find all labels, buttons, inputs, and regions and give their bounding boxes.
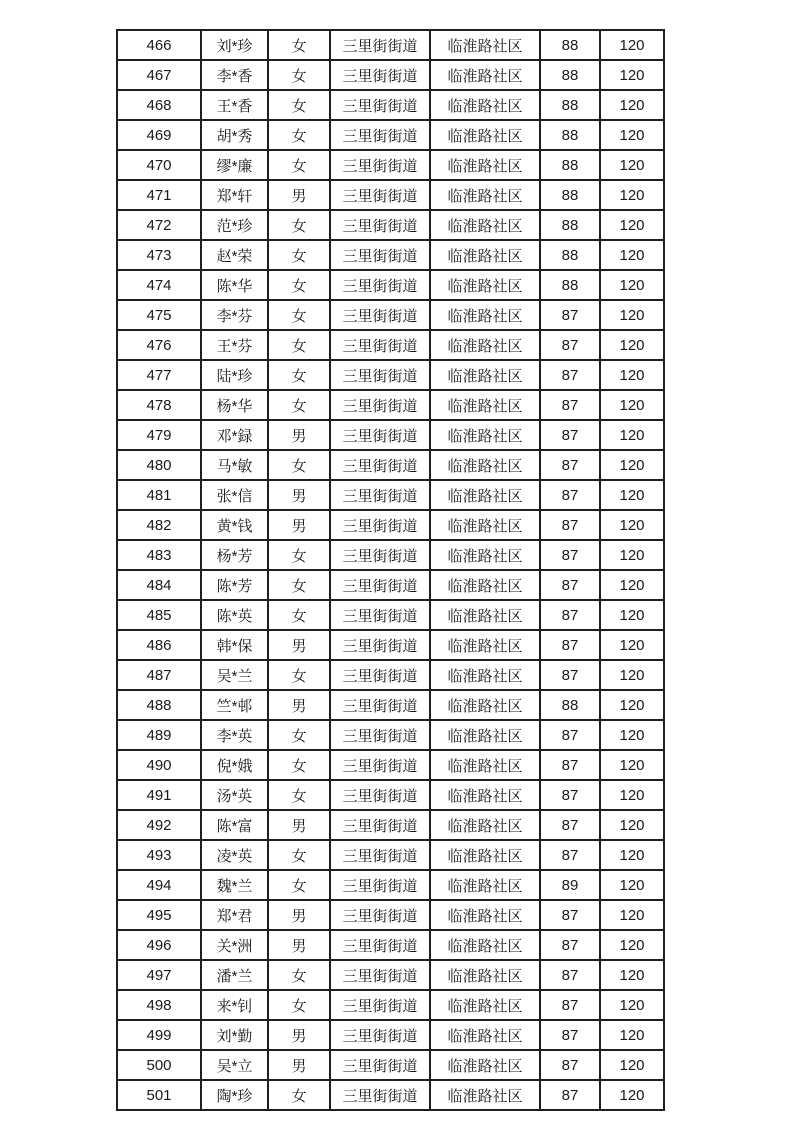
cell-name: 邓*録 <box>201 420 268 450</box>
cell-name: 关*洲 <box>201 930 268 960</box>
cell-name: 范*珍 <box>201 210 268 240</box>
cell-gender: 男 <box>268 420 330 450</box>
cell-gender: 女 <box>268 750 330 780</box>
cell-name: 刘*珍 <box>201 30 268 60</box>
table-row <box>117 540 664 570</box>
cell-community: 临淮路社区 <box>430 450 540 480</box>
cell-index: 489 <box>117 720 201 750</box>
table-row <box>117 1020 664 1050</box>
cell-street: 三里街街道 <box>330 240 430 270</box>
cell-hours: 120 <box>600 960 664 990</box>
cell-score: 87 <box>540 750 600 780</box>
cell-street: 三里街街道 <box>330 990 430 1020</box>
cell-name: 陈*英 <box>201 600 268 630</box>
cell-index: 477 <box>117 360 201 390</box>
cell-index: 478 <box>117 390 201 420</box>
cell-score: 87 <box>540 510 600 540</box>
cell-gender: 女 <box>268 30 330 60</box>
cell-gender: 女 <box>268 90 330 120</box>
cell-gender: 女 <box>268 660 330 690</box>
cell-street: 三里街街道 <box>330 840 430 870</box>
cell-community: 临淮路社区 <box>430 1020 540 1050</box>
cell-gender: 男 <box>268 630 330 660</box>
cell-score: 87 <box>540 390 600 420</box>
cell-gender: 女 <box>268 300 330 330</box>
cell-score: 87 <box>540 960 600 990</box>
cell-community: 临淮路社区 <box>430 870 540 900</box>
cell-hours: 120 <box>600 990 664 1020</box>
cell-community: 临淮路社区 <box>430 150 540 180</box>
table-row <box>117 600 664 630</box>
cell-score: 88 <box>540 60 600 90</box>
table-row <box>117 750 664 780</box>
cell-index: 501 <box>117 1080 201 1110</box>
cell-street: 三里街街道 <box>330 870 430 900</box>
cell-community: 临淮路社区 <box>430 690 540 720</box>
table-row <box>117 930 664 960</box>
cell-gender: 男 <box>268 690 330 720</box>
cell-index: 486 <box>117 630 201 660</box>
cell-index: 483 <box>117 540 201 570</box>
cell-community: 临淮路社区 <box>430 60 540 90</box>
cell-hours: 120 <box>600 360 664 390</box>
cell-gender: 女 <box>268 450 330 480</box>
cell-gender: 女 <box>268 540 330 570</box>
cell-score: 87 <box>540 780 600 810</box>
table-row <box>117 330 664 360</box>
cell-hours: 120 <box>600 780 664 810</box>
cell-hours: 120 <box>600 540 664 570</box>
cell-community: 临淮路社区 <box>430 840 540 870</box>
cell-score: 87 <box>540 930 600 960</box>
cell-gender: 女 <box>268 960 330 990</box>
cell-name: 李*芬 <box>201 300 268 330</box>
cell-score: 87 <box>540 660 600 690</box>
cell-index: 475 <box>117 300 201 330</box>
cell-index: 487 <box>117 660 201 690</box>
cell-hours: 120 <box>600 450 664 480</box>
cell-hours: 120 <box>600 1020 664 1050</box>
cell-street: 三里街街道 <box>330 90 430 120</box>
cell-community: 临淮路社区 <box>430 240 540 270</box>
table-row <box>117 1080 664 1110</box>
table-row <box>117 30 664 60</box>
cell-score: 87 <box>540 840 600 870</box>
cell-index: 494 <box>117 870 201 900</box>
cell-index: 468 <box>117 90 201 120</box>
cell-community: 临淮路社区 <box>430 780 540 810</box>
cell-community: 临淮路社区 <box>430 750 540 780</box>
cell-community: 临淮路社区 <box>430 1050 540 1080</box>
cell-community: 临淮路社区 <box>430 480 540 510</box>
cell-score: 88 <box>540 690 600 720</box>
cell-hours: 120 <box>600 570 664 600</box>
cell-gender: 女 <box>268 120 330 150</box>
cell-street: 三里街街道 <box>330 210 430 240</box>
cell-street: 三里街街道 <box>330 750 430 780</box>
table-row <box>117 480 664 510</box>
cell-name: 李*香 <box>201 60 268 90</box>
cell-community: 临淮路社区 <box>430 270 540 300</box>
cell-name: 张*信 <box>201 480 268 510</box>
cell-index: 471 <box>117 180 201 210</box>
cell-community: 临淮路社区 <box>430 120 540 150</box>
cell-hours: 120 <box>600 690 664 720</box>
cell-gender: 女 <box>268 210 330 240</box>
cell-community: 临淮路社区 <box>430 330 540 360</box>
cell-score: 88 <box>540 150 600 180</box>
cell-hours: 120 <box>600 30 664 60</box>
cell-score: 88 <box>540 30 600 60</box>
cell-street: 三里街街道 <box>330 660 430 690</box>
cell-hours: 120 <box>600 810 664 840</box>
cell-hours: 120 <box>600 750 664 780</box>
cell-street: 三里街街道 <box>330 480 430 510</box>
cell-name: 缪*廉 <box>201 150 268 180</box>
cell-street: 三里街街道 <box>330 960 430 990</box>
cell-community: 临淮路社区 <box>430 990 540 1020</box>
cell-index: 482 <box>117 510 201 540</box>
cell-index: 481 <box>117 480 201 510</box>
cell-name: 王*芬 <box>201 330 268 360</box>
cell-name: 李*英 <box>201 720 268 750</box>
cell-gender: 男 <box>268 1020 330 1050</box>
cell-hours: 120 <box>600 480 664 510</box>
cell-community: 临淮路社区 <box>430 600 540 630</box>
cell-community: 临淮路社区 <box>430 510 540 540</box>
cell-score: 87 <box>540 630 600 660</box>
table-row <box>117 1050 664 1080</box>
cell-hours: 120 <box>600 930 664 960</box>
table-row <box>117 630 664 660</box>
table-row <box>117 240 664 270</box>
cell-gender: 女 <box>268 1080 330 1110</box>
cell-street: 三里街街道 <box>330 570 430 600</box>
cell-community: 临淮路社区 <box>430 90 540 120</box>
cell-score: 88 <box>540 90 600 120</box>
cell-hours: 120 <box>600 510 664 540</box>
cell-index: 476 <box>117 330 201 360</box>
cell-score: 88 <box>540 120 600 150</box>
cell-score: 87 <box>540 720 600 750</box>
cell-score: 87 <box>540 1020 600 1050</box>
cell-street: 三里街街道 <box>330 600 430 630</box>
cell-gender: 女 <box>268 720 330 750</box>
cell-score: 87 <box>540 360 600 390</box>
cell-community: 临淮路社区 <box>430 570 540 600</box>
cell-community: 临淮路社区 <box>430 660 540 690</box>
cell-community: 临淮路社区 <box>430 720 540 750</box>
table-row <box>117 900 664 930</box>
cell-name: 陈*富 <box>201 810 268 840</box>
cell-street: 三里街街道 <box>330 1080 430 1110</box>
cell-index: 496 <box>117 930 201 960</box>
cell-gender: 女 <box>268 390 330 420</box>
cell-gender: 女 <box>268 360 330 390</box>
cell-hours: 120 <box>600 270 664 300</box>
cell-gender: 女 <box>268 240 330 270</box>
cell-score: 88 <box>540 210 600 240</box>
cell-gender: 女 <box>268 150 330 180</box>
cell-hours: 120 <box>600 1080 664 1110</box>
table-row <box>117 720 664 750</box>
cell-name: 竺*邨 <box>201 690 268 720</box>
cell-street: 三里街街道 <box>330 300 430 330</box>
cell-name: 来*钊 <box>201 990 268 1020</box>
cell-community: 临淮路社区 <box>430 180 540 210</box>
table-row <box>117 60 664 90</box>
cell-street: 三里街街道 <box>330 30 430 60</box>
cell-street: 三里街街道 <box>330 1050 430 1080</box>
cell-score: 88 <box>540 240 600 270</box>
cell-community: 临淮路社区 <box>430 810 540 840</box>
cell-index: 488 <box>117 690 201 720</box>
cell-hours: 120 <box>600 60 664 90</box>
cell-score: 87 <box>540 450 600 480</box>
cell-community: 临淮路社区 <box>430 420 540 450</box>
cell-hours: 120 <box>600 330 664 360</box>
cell-index: 472 <box>117 210 201 240</box>
cell-gender: 女 <box>268 570 330 600</box>
roster-table <box>116 29 665 1111</box>
cell-index: 470 <box>117 150 201 180</box>
cell-index: 474 <box>117 270 201 300</box>
cell-gender: 男 <box>268 810 330 840</box>
cell-gender: 女 <box>268 600 330 630</box>
cell-index: 492 <box>117 810 201 840</box>
cell-index: 480 <box>117 450 201 480</box>
cell-street: 三里街街道 <box>330 540 430 570</box>
cell-hours: 120 <box>600 900 664 930</box>
cell-community: 临淮路社区 <box>430 300 540 330</box>
cell-gender: 女 <box>268 840 330 870</box>
cell-name: 郑*君 <box>201 900 268 930</box>
cell-name: 汤*英 <box>201 780 268 810</box>
cell-gender: 女 <box>268 330 330 360</box>
cell-score: 88 <box>540 180 600 210</box>
cell-hours: 120 <box>600 870 664 900</box>
table-row <box>117 270 664 300</box>
cell-hours: 120 <box>600 150 664 180</box>
cell-hours: 120 <box>600 390 664 420</box>
cell-score: 87 <box>540 990 600 1020</box>
cell-street: 三里街街道 <box>330 900 430 930</box>
table-row <box>117 210 664 240</box>
cell-street: 三里街街道 <box>330 360 430 390</box>
cell-score: 87 <box>540 570 600 600</box>
cell-street: 三里街街道 <box>330 330 430 360</box>
cell-gender: 男 <box>268 930 330 960</box>
cell-index: 491 <box>117 780 201 810</box>
cell-name: 陆*珍 <box>201 360 268 390</box>
cell-hours: 120 <box>600 1050 664 1080</box>
cell-community: 临淮路社区 <box>430 630 540 660</box>
table-row <box>117 780 664 810</box>
table-row <box>117 120 664 150</box>
table-row <box>117 990 664 1020</box>
cell-street: 三里街街道 <box>330 420 430 450</box>
table-row <box>117 510 664 540</box>
cell-community: 临淮路社区 <box>430 900 540 930</box>
cell-gender: 男 <box>268 510 330 540</box>
cell-community: 临淮路社区 <box>430 210 540 240</box>
cell-street: 三里街街道 <box>330 630 430 660</box>
cell-score: 87 <box>540 420 600 450</box>
cell-name: 杨*华 <box>201 390 268 420</box>
cell-hours: 120 <box>600 90 664 120</box>
table-row <box>117 360 664 390</box>
cell-index: 485 <box>117 600 201 630</box>
cell-score: 87 <box>540 480 600 510</box>
cell-street: 三里街街道 <box>330 120 430 150</box>
cell-index: 493 <box>117 840 201 870</box>
cell-street: 三里街街道 <box>330 180 430 210</box>
cell-score: 88 <box>540 270 600 300</box>
table-row <box>117 690 664 720</box>
cell-community: 临淮路社区 <box>430 390 540 420</box>
cell-gender: 男 <box>268 900 330 930</box>
table-row <box>117 150 664 180</box>
cell-street: 三里街街道 <box>330 450 430 480</box>
cell-gender: 男 <box>268 480 330 510</box>
cell-community: 临淮路社区 <box>430 960 540 990</box>
cell-score: 87 <box>540 900 600 930</box>
cell-name: 郑*轩 <box>201 180 268 210</box>
cell-hours: 120 <box>600 240 664 270</box>
cell-name: 马*敏 <box>201 450 268 480</box>
cell-hours: 120 <box>600 720 664 750</box>
cell-name: 胡*秀 <box>201 120 268 150</box>
cell-street: 三里街街道 <box>330 60 430 90</box>
table-row <box>117 90 664 120</box>
cell-hours: 120 <box>600 840 664 870</box>
cell-community: 临淮路社区 <box>430 930 540 960</box>
cell-index: 498 <box>117 990 201 1020</box>
cell-name: 倪*娥 <box>201 750 268 780</box>
cell-name: 吴*兰 <box>201 660 268 690</box>
cell-index: 484 <box>117 570 201 600</box>
cell-score: 87 <box>540 540 600 570</box>
cell-name: 陈*华 <box>201 270 268 300</box>
cell-index: 473 <box>117 240 201 270</box>
cell-name: 凌*英 <box>201 840 268 870</box>
cell-score: 87 <box>540 1050 600 1080</box>
table-row <box>117 420 664 450</box>
cell-index: 490 <box>117 750 201 780</box>
cell-name: 韩*保 <box>201 630 268 660</box>
table-row <box>117 450 664 480</box>
cell-name: 黄*钱 <box>201 510 268 540</box>
cell-hours: 120 <box>600 600 664 630</box>
cell-score: 87 <box>540 810 600 840</box>
cell-index: 479 <box>117 420 201 450</box>
cell-score: 87 <box>540 1080 600 1110</box>
cell-name: 杨*芳 <box>201 540 268 570</box>
cell-community: 临淮路社区 <box>430 360 540 390</box>
cell-index: 500 <box>117 1050 201 1080</box>
cell-hours: 120 <box>600 300 664 330</box>
cell-index: 469 <box>117 120 201 150</box>
cell-name: 刘*勤 <box>201 1020 268 1050</box>
cell-name: 陶*珍 <box>201 1080 268 1110</box>
cell-street: 三里街街道 <box>330 510 430 540</box>
cell-street: 三里街街道 <box>330 720 430 750</box>
cell-name: 赵*荣 <box>201 240 268 270</box>
table-row <box>117 840 664 870</box>
cell-street: 三里街街道 <box>330 780 430 810</box>
cell-score: 87 <box>540 330 600 360</box>
cell-hours: 120 <box>600 660 664 690</box>
cell-street: 三里街街道 <box>330 1020 430 1050</box>
cell-community: 临淮路社区 <box>430 540 540 570</box>
cell-name: 王*香 <box>201 90 268 120</box>
cell-street: 三里街街道 <box>330 810 430 840</box>
cell-index: 497 <box>117 960 201 990</box>
cell-hours: 120 <box>600 180 664 210</box>
cell-score: 87 <box>540 300 600 330</box>
table-row <box>117 960 664 990</box>
table-row <box>117 180 664 210</box>
cell-street: 三里街街道 <box>330 270 430 300</box>
cell-name: 潘*兰 <box>201 960 268 990</box>
table-row <box>117 570 664 600</box>
cell-name: 吴*立 <box>201 1050 268 1080</box>
table-row <box>117 660 664 690</box>
cell-street: 三里街街道 <box>330 930 430 960</box>
cell-hours: 120 <box>600 630 664 660</box>
cell-gender: 男 <box>268 180 330 210</box>
cell-gender: 女 <box>268 60 330 90</box>
cell-index: 467 <box>117 60 201 90</box>
cell-community: 临淮路社区 <box>430 30 540 60</box>
roster-table-body <box>117 30 664 1110</box>
cell-score: 89 <box>540 870 600 900</box>
cell-score: 87 <box>540 600 600 630</box>
cell-street: 三里街街道 <box>330 690 430 720</box>
cell-index: 499 <box>117 1020 201 1050</box>
table-row <box>117 390 664 420</box>
cell-hours: 120 <box>600 120 664 150</box>
cell-street: 三里街街道 <box>330 150 430 180</box>
table-row <box>117 870 664 900</box>
cell-street: 三里街街道 <box>330 390 430 420</box>
table-row <box>117 300 664 330</box>
cell-gender: 女 <box>268 780 330 810</box>
cell-gender: 男 <box>268 1050 330 1080</box>
cell-index: 466 <box>117 30 201 60</box>
cell-hours: 120 <box>600 210 664 240</box>
cell-gender: 女 <box>268 270 330 300</box>
cell-name: 魏*兰 <box>201 870 268 900</box>
cell-index: 495 <box>117 900 201 930</box>
cell-hours: 120 <box>600 420 664 450</box>
cell-community: 临淮路社区 <box>430 1080 540 1110</box>
cell-name: 陈*芳 <box>201 570 268 600</box>
cell-gender: 女 <box>268 990 330 1020</box>
cell-gender: 女 <box>268 870 330 900</box>
table-row <box>117 810 664 840</box>
